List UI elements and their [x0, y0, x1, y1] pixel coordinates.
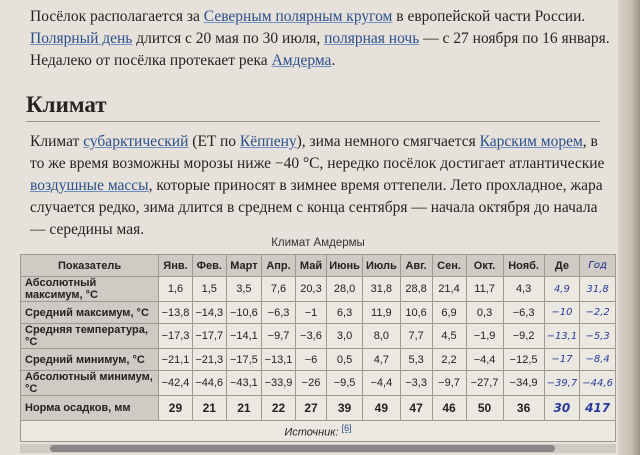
table-caption: Климат Амдермы	[271, 237, 365, 249]
cell-value: 39	[327, 396, 363, 421]
climate-text: , в то же время возможны морозы ниже −40 °С, нередко посёлок достигает атлантические	[30, 133, 605, 172]
cell-value: −1	[295, 302, 326, 324]
cell-value: −21,1	[159, 349, 193, 371]
cell-value: 11,9	[363, 302, 401, 324]
cell-year-handwritten: −44,6	[580, 371, 616, 396]
cell-value: −3,6	[295, 324, 326, 349]
table-header-row	[21, 255, 616, 277]
cell-value: 3,0	[327, 324, 363, 349]
cell-value: −14,1	[226, 324, 261, 349]
cell-value: 46	[432, 396, 466, 421]
link-amderma-river[interactable]: Амдерма	[271, 52, 332, 69]
table-row	[21, 396, 616, 421]
row-label: Абсолютный минимум, °C	[21, 371, 159, 396]
table-row	[21, 349, 616, 371]
cell-value: −33,9	[262, 371, 296, 396]
cell-value: 22	[262, 396, 296, 421]
cell-value: −9,5	[327, 371, 363, 396]
scrollbar-thumb[interactable]	[50, 445, 555, 452]
climate-text: ), зима немного смягчается	[296, 133, 480, 150]
cell-value-handwritten: −39,7	[544, 371, 580, 396]
source-reference-link[interactable]: [6]	[341, 423, 352, 434]
cell-value: 3,5	[226, 277, 261, 302]
link-subarctic[interactable]: субарктический	[83, 133, 189, 150]
cell-value: 0,5	[327, 349, 363, 371]
row-label: Средний максимум, °C	[21, 302, 159, 324]
cell-value: −9,7	[432, 371, 466, 396]
cell-value: 50	[466, 396, 503, 421]
cell-value: −9,7	[262, 324, 296, 349]
cell-value: 47	[400, 396, 432, 421]
cell-value: −43,1	[226, 371, 261, 396]
cell-value: 21,4	[432, 277, 466, 302]
cell-value: −17,3	[159, 324, 193, 349]
header-cell: Де	[544, 255, 580, 277]
cell-value: −27,7	[466, 371, 503, 396]
table-row	[21, 371, 616, 396]
source-row	[21, 421, 616, 442]
cell-value: −12,5	[503, 349, 544, 371]
link-air-masses[interactable]: воздушные массы	[30, 177, 149, 194]
header-cell: Авг.	[400, 255, 432, 277]
cell-value: 0,3	[466, 302, 503, 324]
cell-value: 11,7	[466, 277, 503, 302]
cell-value-handwritten: 30	[544, 396, 580, 421]
cell-value: −3,3	[400, 371, 432, 396]
cell-value: 1,5	[192, 277, 226, 302]
cell-value: 49	[363, 396, 401, 421]
climate-text: Климат	[30, 133, 84, 150]
row-label: Абсолютный максимум, °C	[21, 277, 159, 302]
cell-value: 27	[295, 396, 326, 421]
source-cell	[21, 421, 616, 442]
cell-value: 4,7	[363, 349, 401, 371]
cell-year-handwritten: 31,8	[580, 277, 616, 302]
cell-value: 4,3	[503, 277, 544, 302]
cell-value: −6	[295, 349, 326, 371]
cell-value-handwritten: −10	[544, 302, 580, 324]
intro-text: .	[331, 52, 336, 69]
climate-table	[20, 254, 616, 442]
climate-text: , которые приносят в зимнее время оттепели. Лето прохладное, жара случается редко, зима длится в среднем с конца сентября — начала октября до начала — середины мая.	[30, 177, 603, 238]
link-polar-night[interactable]: полярная ночь	[324, 30, 420, 47]
intro-paragraph	[30, 6, 615, 72]
header-cell: Окт.	[466, 255, 503, 277]
cell-value: 6,3	[327, 302, 363, 324]
link-kara-sea[interactable]: Карским морем	[479, 133, 583, 150]
link-polar-day[interactable]: Полярный день	[30, 30, 133, 47]
cell-value-handwritten: 4,9	[544, 277, 580, 302]
cell-value: 5,3	[400, 349, 432, 371]
header-cell: Апр.	[262, 255, 296, 277]
table-row	[21, 324, 616, 349]
row-label: Средний минимум, °C	[21, 349, 159, 371]
header-cell: Март	[226, 255, 261, 277]
cell-value: 4,5	[432, 324, 466, 349]
cell-value: 7,7	[400, 324, 432, 349]
cell-value: −17,5	[226, 349, 261, 371]
cell-value: 21	[192, 396, 226, 421]
cell-value: 1,6	[159, 277, 193, 302]
cell-value: 8,0	[363, 324, 401, 349]
cell-value: −6,3	[262, 302, 296, 324]
cell-value: 29	[159, 396, 193, 421]
cell-value: 21	[226, 396, 261, 421]
table-row	[21, 302, 616, 324]
header-cell: Нояб.	[503, 255, 544, 277]
climate-text: (ET по	[188, 133, 240, 150]
cell-value-handwritten: −13,1	[544, 324, 580, 349]
header-cell: Фев.	[192, 255, 226, 277]
header-cell: Май	[295, 255, 326, 277]
cell-value: −4,4	[363, 371, 401, 396]
cell-value: −4,4	[466, 349, 503, 371]
cell-value: 36	[503, 396, 544, 421]
source-label: Источник:	[284, 426, 339, 439]
header-cell: Сен.	[432, 255, 466, 277]
cell-year-handwritten: −8,4	[580, 349, 616, 371]
cell-value: 10,6	[400, 302, 432, 324]
cell-value: 28,8	[400, 277, 432, 302]
header-cell: Июль	[363, 255, 401, 277]
row-label: Норма осадков, мм	[21, 396, 159, 421]
cell-year-handwritten: 417	[580, 396, 616, 421]
cell-value: −9,2	[503, 324, 544, 349]
cell-value: −44,6	[192, 371, 226, 396]
link-arctic-circle[interactable]: Северным полярным кругом	[203, 8, 393, 25]
cell-value: −6,3	[503, 302, 544, 324]
page-edge	[618, 0, 640, 455]
section-heading: Климат	[26, 92, 600, 122]
climate-paragraph	[30, 131, 615, 241]
intro-text: Посёлок располагается за	[30, 8, 204, 25]
header-cell-year-handwritten: Год	[580, 255, 616, 277]
horizontal-scrollbar[interactable]	[20, 444, 616, 453]
cell-value: −42,4	[159, 371, 193, 396]
intro-text: Недалеко от посёлка протекает река	[30, 52, 272, 69]
cell-value: 28,0	[327, 277, 363, 302]
cell-value: −17,7	[192, 324, 226, 349]
header-cell: Янв.	[159, 255, 193, 277]
cell-year-handwritten: −5,3	[580, 324, 616, 349]
cell-value: −1,9	[466, 324, 503, 349]
header-cell: Показатель	[21, 255, 159, 277]
cell-value: 6,9	[432, 302, 466, 324]
cell-value: −26	[295, 371, 326, 396]
cell-value: −10,6	[226, 302, 261, 324]
intro-text: — с 27 ноября по 16 января.	[419, 30, 610, 47]
cell-value: −21,3	[192, 349, 226, 371]
intro-text: длится с 20 мая по 30 июля,	[132, 30, 325, 47]
cell-value: −13,1	[262, 349, 296, 371]
cell-value: 2,2	[432, 349, 466, 371]
cell-value: 20,3	[295, 277, 326, 302]
cell-value: −14,3	[192, 302, 226, 324]
cell-value: −34,9	[503, 371, 544, 396]
header-cell: Июнь	[327, 255, 363, 277]
cell-year-handwritten: −2,2	[580, 302, 616, 324]
cell-value-handwritten: −17	[544, 349, 580, 371]
cell-value: 7,6	[262, 277, 296, 302]
row-label: Средняя температура, °C	[21, 324, 159, 349]
table-row	[21, 277, 616, 302]
link-koppen[interactable]: Кёппену	[239, 133, 297, 150]
cell-value: −13,8	[159, 302, 193, 324]
cell-value: 31,8	[363, 277, 401, 302]
intro-text: в европейской части России.	[392, 8, 586, 25]
